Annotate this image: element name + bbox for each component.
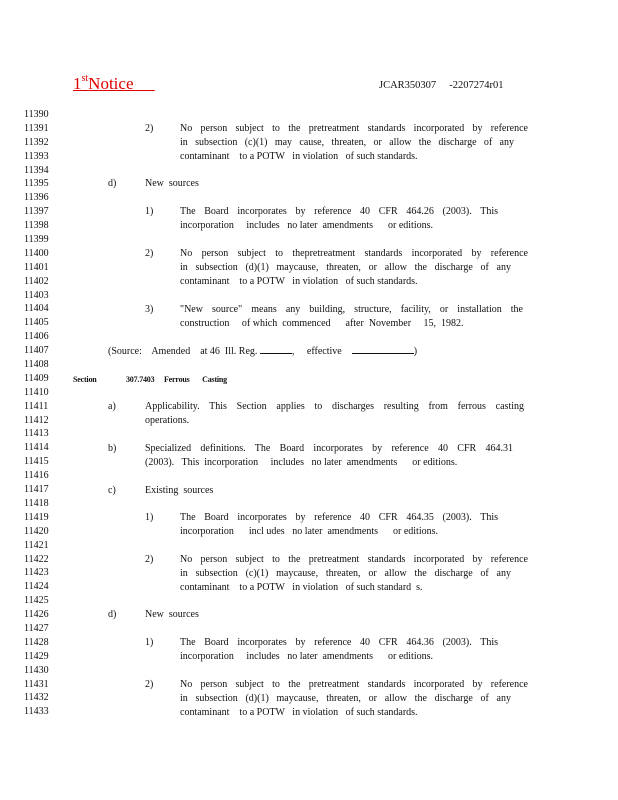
subheading: New sources: [145, 609, 199, 620]
paragraph-line: Applicability. This Section applies to discharges resulting from ferrous casting: [145, 401, 524, 412]
paragraph-line: (2003). This incorporation includes no later amendments or editions.: [145, 457, 458, 468]
notice-heading: [73, 74, 155, 94]
line-number: 11413: [24, 428, 49, 440]
source-note-mid: , effective: [291, 346, 342, 357]
paragraph-line: construction of which commenced after November 15, 1982.: [180, 318, 464, 329]
line-number: 11412: [24, 414, 49, 426]
item-marker: c): [108, 485, 116, 496]
line-number: 11432: [24, 692, 49, 704]
item-marker: 2): [145, 679, 154, 690]
item-marker: 2): [145, 554, 154, 565]
subheading: Existing sources: [145, 485, 214, 496]
source-note-end: ): [413, 346, 418, 357]
paragraph-line: No person subject to the pretreatment standards incorporated by reference: [180, 679, 528, 690]
paragraph-line: The Board incorporates by reference 40 CFR 464.26 (2003). This: [180, 206, 498, 217]
item-marker: 1): [145, 637, 154, 648]
paragraph-line: contaminant to a POTW in violation of such standards.: [180, 276, 418, 287]
line-number: 11420: [24, 525, 49, 537]
line-number: 11430: [24, 664, 49, 676]
paragraph-line: incorporation includes no later amendments or editions.: [180, 220, 433, 231]
line-number: 11427: [24, 622, 49, 634]
line-number: 11398: [24, 220, 49, 232]
paragraph-line: in subsection (c)(1) may cause, threaten, or allow the discharge of any: [180, 137, 514, 148]
line-number: 11426: [24, 609, 49, 621]
line-number: 11394: [24, 164, 49, 176]
line-number: 11409: [24, 372, 49, 384]
notice-ordinal-suffix: st: [81, 73, 89, 85]
item-marker: 1): [145, 206, 154, 217]
line-number: 11429: [24, 650, 49, 662]
line-number: 11428: [24, 636, 49, 648]
paragraph-line: Specialized definitions. The Board incorporates by reference 40 CFR 464.31: [145, 443, 513, 454]
line-number: 11390: [24, 109, 49, 120]
line-number: 11392: [24, 136, 49, 148]
line-number: 11396: [24, 192, 49, 204]
item-marker: 2): [145, 248, 154, 259]
line-number: 11408: [24, 359, 49, 371]
line-number: 11425: [24, 595, 49, 607]
section-number: 307.7403: [126, 375, 155, 384]
line-number: 11417: [24, 484, 49, 496]
line-number: 11416: [24, 470, 49, 482]
line-number: 11399: [24, 234, 49, 246]
line-number: 11402: [24, 275, 49, 287]
paragraph-line: No person subject to thepretreatment standards incorporated by reference: [180, 248, 528, 259]
paragraph-line: The Board incorporates by reference 40 CFR 464.36 (2003). This: [180, 637, 498, 648]
section-label: Section: [73, 375, 97, 384]
line-number: 11395: [24, 178, 49, 190]
line-number: 11415: [24, 456, 49, 468]
line-number: 11414: [24, 442, 49, 454]
paragraph-line: No person subject to the pretreatment standards incorporated by reference: [180, 123, 528, 134]
item-marker: b): [108, 443, 117, 454]
line-number: 11410: [24, 386, 49, 398]
line-number: 11407: [24, 345, 49, 357]
item-marker: 1): [145, 512, 154, 523]
item-marker: d): [108, 178, 117, 189]
line-number: 11424: [24, 581, 49, 593]
paragraph-line: in subsection (d)(1) maycause, threaten, or allow the discharge of any: [180, 693, 511, 704]
notice-label: Notice: [88, 74, 134, 93]
line-number: 11403: [24, 289, 49, 301]
line-number: 11423: [24, 567, 49, 579]
paragraph-line: operations.: [145, 415, 190, 426]
notice-number: 1: [73, 74, 82, 93]
paragraph-line: incorporation includes no later amendments or editions.: [180, 651, 433, 662]
line-number: 11422: [24, 553, 49, 565]
line-number: 11431: [24, 678, 49, 690]
item-marker: 3): [145, 304, 154, 315]
line-number: 11401: [24, 261, 49, 273]
line-number: 11405: [24, 317, 49, 329]
paragraph-line: in subsection (c)(1) maycause, threaten, or allow the discharge of any: [180, 568, 511, 579]
line-number: 11393: [24, 150, 49, 162]
subheading: New sources: [145, 178, 199, 189]
line-number: 11404: [24, 303, 49, 315]
paragraph-line: The Board incorporates by reference 40 CFR 464.35 (2003). This: [180, 512, 498, 523]
item-marker: a): [108, 401, 116, 412]
paragraph-line: contaminant to a POTW in violation of such standards.: [180, 707, 418, 718]
paragraph-line: No person subject to the pretreatment standards incorporated by reference: [180, 554, 528, 565]
line-number: 11418: [24, 497, 49, 509]
blank-fill-line: [260, 344, 292, 354]
section-title: Ferrous Casting: [164, 375, 227, 384]
line-number: 11397: [24, 206, 49, 218]
paragraph-line: incorporation incl udes no later amendments or editions.: [180, 526, 438, 537]
line-number: 11411: [24, 400, 49, 412]
paragraph-line: in subsection (d)(1) maycause, threaten, or allow the discharge of any: [180, 262, 511, 273]
line-number-column: [24, 108, 49, 719]
paragraph-line: "New source" means any building, structure, facility, or installation the: [180, 304, 523, 315]
line-number: 11391: [24, 122, 49, 134]
source-note-prefix: (Source: Amended at 46 Ill. Reg.: [108, 346, 258, 357]
line-number: 11406: [24, 331, 49, 343]
item-marker: d): [108, 609, 117, 620]
source-note: [108, 344, 417, 359]
jcar-code: JCAR350307 -2207274r01: [379, 80, 504, 91]
line-number: 11419: [24, 511, 49, 523]
line-number: 11400: [24, 247, 49, 259]
blank-fill-line: [352, 344, 414, 354]
item-marker: 2): [145, 123, 154, 134]
paragraph-line: contaminant to a POTW in violation of such standard s.: [180, 582, 423, 593]
line-number: 11433: [24, 706, 49, 718]
line-number: 11421: [24, 539, 49, 551]
paragraph-line: contaminant to a POTW in violation of such standards.: [180, 151, 418, 162]
